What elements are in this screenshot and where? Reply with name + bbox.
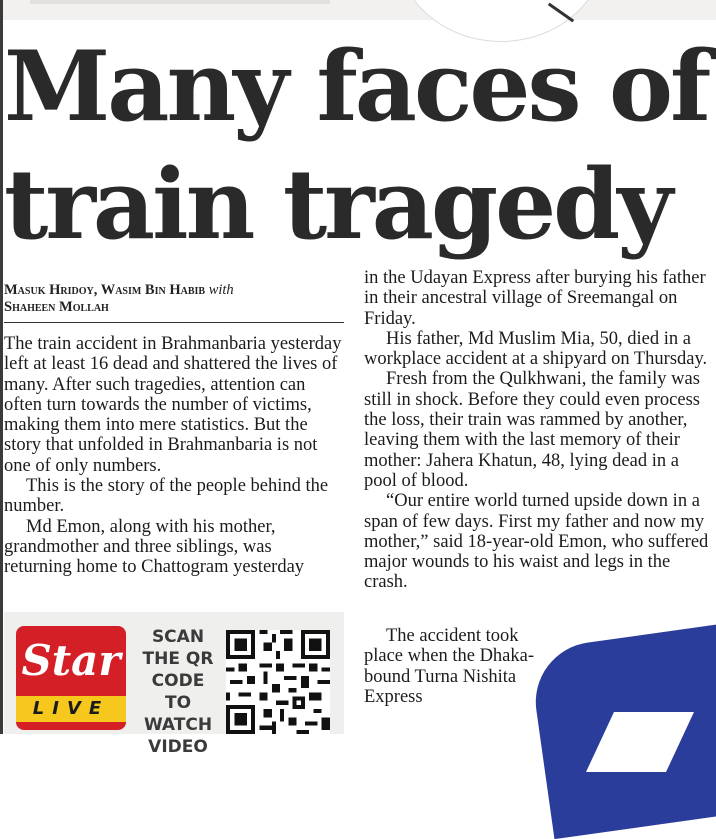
paragraph: This is the story of the people behind the number.: [4, 476, 329, 517]
paragraph: in the Udayan Express after burying his father in their ancestral village of Sreemangal on Friday.: [364, 268, 706, 329]
byline-rule: [4, 322, 344, 323]
star-live-promo[interactable]: [4, 612, 344, 757]
byline: [4, 282, 342, 316]
byline-coauthor: Shaheen Mollah: [4, 299, 109, 315]
scan-instructions: [138, 626, 218, 758]
qr-code-icon[interactable]: [226, 630, 330, 734]
top-band: [0, 0, 716, 20]
headline: [4, 28, 708, 264]
scan-line: SCAN: [151, 627, 205, 647]
headline-line-1: Many faces of: [4, 30, 709, 143]
paragraph: “Our entire world turned upside down in a span of few days. First my father and now my mother,” said 18-year-old Emon, who suffered major wounds to his waist and legs in the crash.: [364, 491, 709, 593]
paragraph: The accident took place when the Dhaka-bound Turna Nishita Express: [364, 626, 535, 707]
article-column-2-continued: [364, 626, 544, 707]
byline-authors: Masuk Hridoy, Wasim Bin Habib: [4, 282, 206, 298]
article-column-1: [4, 334, 342, 578]
article-column-2: [364, 268, 714, 593]
faint-header-strip: [30, 0, 330, 4]
page-edge: [0, 0, 3, 734]
paragraph: His father, Md Muslim Mia, 50, died in a workplace accident at a shipyard on Thursday.: [364, 328, 708, 370]
scan-line: VIDEO: [148, 737, 208, 757]
paragraph: Fresh from the Qulkhwani, the family was still in shock. Before they could even process the loss, their train was rammed by another, leaving them with the last memory of their mother: Jahera Khatun, 48, lying dead in a pool of blood.: [364, 369, 700, 491]
scan-line: CODE TO: [151, 671, 205, 713]
live-label: LIVE: [16, 696, 126, 722]
qr-code-graphic: [226, 630, 330, 734]
paragraph: Md Emon, along with his mother, grandmother and three siblings, was returning home to Chattogram yesterday: [4, 516, 305, 578]
pen-icon: [548, 3, 574, 23]
scan-line: THE QR: [142, 649, 214, 669]
scan-line: WATCH: [143, 715, 213, 735]
headline-line-2: train tragedy: [4, 148, 671, 261]
paragraph: The train accident in Brahmanbaria yesterday left at least 16 dead and shattered the lives of many. After such tragedies, attention can often turn towards the number of victims, making them into mere statistics. But the story that unfolded in Brahmanbaria is not one of only numbers.: [4, 334, 342, 476]
star-logo-word: Star: [21, 636, 121, 685]
byline-with: with: [208, 282, 234, 298]
star-live-logo: [16, 626, 126, 730]
